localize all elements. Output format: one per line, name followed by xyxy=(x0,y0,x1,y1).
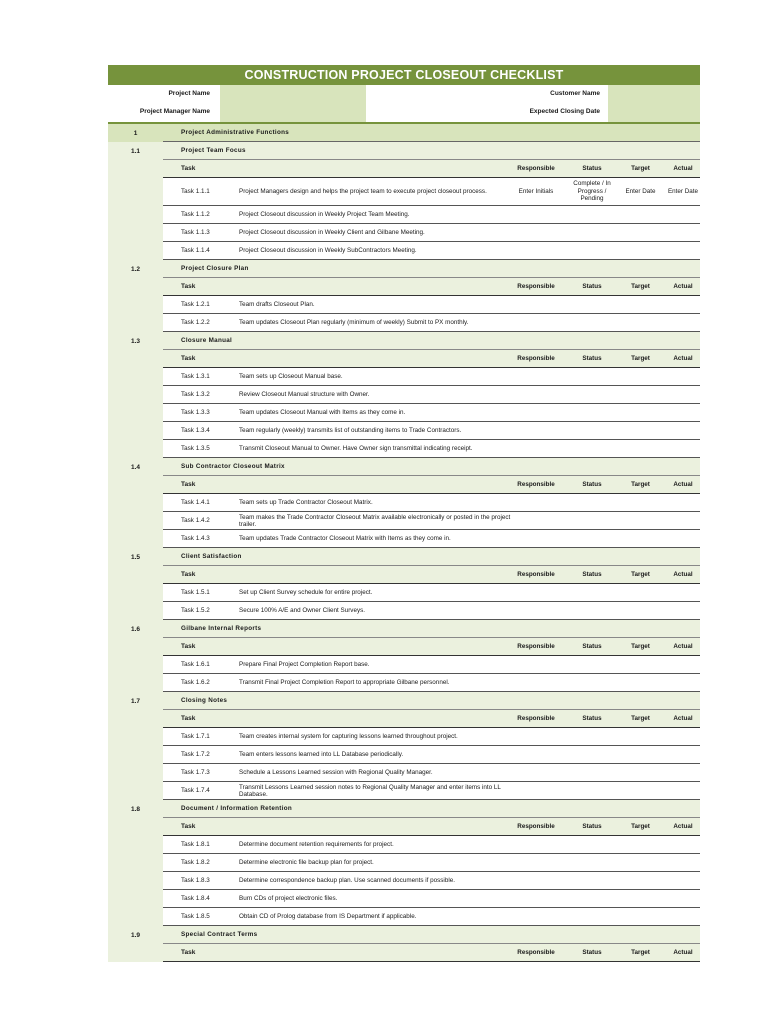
task-column-header: Task xyxy=(181,283,196,290)
task-row xyxy=(108,890,700,908)
task-row-spacer xyxy=(108,368,163,386)
task-header-body xyxy=(163,944,700,962)
responsible-column-header: Responsible xyxy=(517,823,555,830)
task-row xyxy=(108,494,700,512)
subsection-title: Special Contract Terms xyxy=(181,931,258,938)
project-name-label: Project Name xyxy=(168,90,210,97)
subsection-title: Closure Manual xyxy=(181,337,233,344)
task-description: Project Closeout discussion in Weekly SubContractors Meeting. xyxy=(239,247,417,254)
status-column-header: Status xyxy=(582,715,602,722)
task-header-row xyxy=(108,566,700,584)
task-header-body xyxy=(163,160,700,178)
subsection-body xyxy=(163,800,700,818)
task-id: Task 1.7.4 xyxy=(181,787,210,794)
checklist-rows xyxy=(108,124,700,962)
task-id: Task 1.1.4 xyxy=(181,247,210,254)
subsection-number: 1.8 xyxy=(108,800,163,818)
task-header-spacer xyxy=(108,638,163,656)
subsection-title: Closing Notes xyxy=(181,697,228,704)
task-description: Review Closeout Manual structure with Owner. xyxy=(239,391,370,398)
task-row-body xyxy=(163,656,700,674)
subsection-title: Gilbane Internal Reports xyxy=(181,625,262,632)
task-row-spacer xyxy=(108,440,163,458)
task-id: Task 1.3.5 xyxy=(181,445,210,452)
task-row-body xyxy=(163,242,700,260)
subsection-row xyxy=(108,620,700,638)
task-id: Task 1.4.2 xyxy=(181,517,210,524)
task-description: Transmit Lessons Learned session notes to Regional Quality Manager and enter items into LL Database. xyxy=(239,783,501,798)
subsection-title: Project Closure Plan xyxy=(181,265,249,272)
task-row xyxy=(108,224,700,242)
task-row-body xyxy=(163,512,700,530)
task-row xyxy=(108,242,700,260)
task-row-body xyxy=(163,782,700,800)
task-description: Team enters lessons learned into LL Database periodically. xyxy=(239,751,404,758)
task-description: Obtain CD of Prolog database from IS Department if applicable. xyxy=(239,913,417,920)
responsible-column-header: Responsible xyxy=(517,165,555,172)
task-header-row xyxy=(108,638,700,656)
section-row xyxy=(108,124,700,142)
task-header-spacer xyxy=(108,278,163,296)
task-row-spacer xyxy=(108,314,163,332)
task-description: Team updates Trade Contractor Closeout Matrix with Items as they come in. xyxy=(239,535,451,542)
task-row xyxy=(108,206,700,224)
target-column-header: Target xyxy=(631,715,650,722)
checklist-sheet xyxy=(108,65,700,962)
task-row-body xyxy=(163,908,700,926)
subsection-title: Client Satisfaction xyxy=(181,553,242,560)
actual-cell[interactable]: Enter Date xyxy=(667,187,699,195)
status-column-header: Status xyxy=(582,949,602,956)
status-column-header: Status xyxy=(582,643,602,650)
task-id: Task 1.1.1 xyxy=(181,188,210,195)
task-row-body xyxy=(163,440,700,458)
task-row xyxy=(108,908,700,926)
task-description: Team drafts Closeout Plan. xyxy=(239,301,315,308)
task-row-body xyxy=(163,224,700,242)
task-row xyxy=(108,422,700,440)
task-id: Task 1.5.1 xyxy=(181,589,210,596)
task-row-spacer xyxy=(108,854,163,872)
task-row-body xyxy=(163,764,700,782)
expected-closing-label: Expected Closing Date xyxy=(529,108,600,115)
subsection-row xyxy=(108,692,700,710)
task-row-spacer xyxy=(108,422,163,440)
subsection-title: Sub Contractor Closeout Matrix xyxy=(181,463,285,470)
task-row-spacer xyxy=(108,602,163,620)
task-row xyxy=(108,854,700,872)
task-row-spacer xyxy=(108,206,163,224)
task-row-spacer xyxy=(108,764,163,782)
task-row xyxy=(108,440,700,458)
task-row xyxy=(108,782,700,800)
task-row-spacer xyxy=(108,404,163,422)
task-id: Task 1.8.3 xyxy=(181,877,210,884)
task-id: Task 1.2.2 xyxy=(181,319,210,326)
task-header-row xyxy=(108,278,700,296)
task-row-body xyxy=(163,746,700,764)
task-row-spacer xyxy=(108,674,163,692)
subsection-body xyxy=(163,142,700,160)
task-id: Task 1.4.1 xyxy=(181,499,210,506)
project-info-header xyxy=(108,85,700,124)
subsection-row xyxy=(108,332,700,350)
actual-column-header: Actual xyxy=(673,165,693,172)
target-column-header: Target xyxy=(631,355,650,362)
section-body xyxy=(163,124,700,142)
task-header-spacer xyxy=(108,160,163,178)
task-id: Task 1.3.1 xyxy=(181,373,210,380)
task-description: Project Managers design and helps the project team to execute project closeout process. xyxy=(239,188,487,195)
task-id: Task 1.1.3 xyxy=(181,229,210,236)
task-column-header: Task xyxy=(181,355,196,362)
subsection-row xyxy=(108,142,700,160)
task-row-body xyxy=(163,494,700,512)
task-header-row xyxy=(108,818,700,836)
task-description: Transmit Closeout Manual to Owner. Have Owner sign transmittal indicating receipt. xyxy=(239,445,473,452)
task-row xyxy=(108,764,700,782)
task-row-spacer xyxy=(108,296,163,314)
task-header-body xyxy=(163,710,700,728)
task-row-body xyxy=(163,422,700,440)
task-description: Schedule a Lessons Learned session with Regional Quality Manager. xyxy=(239,769,433,776)
task-description: Set up Client Survey schedule for entire project. xyxy=(239,589,373,596)
task-row-spacer xyxy=(108,890,163,908)
task-column-header: Task xyxy=(181,571,196,578)
task-description: Team sets up Closeout Manual base. xyxy=(239,373,343,380)
actual-column-header: Actual xyxy=(673,643,693,650)
subsection-number: 1.1 xyxy=(108,142,163,160)
task-row-body xyxy=(163,368,700,386)
task-header-body xyxy=(163,476,700,494)
responsible-column-header: Responsible xyxy=(517,283,555,290)
subsection-row xyxy=(108,926,700,944)
section-number: 1 xyxy=(108,124,163,142)
subsection-body xyxy=(163,458,700,476)
task-row-spacer xyxy=(108,782,163,800)
task-description: Determine electronic file backup plan for project. xyxy=(239,859,374,866)
task-row-body xyxy=(163,890,700,908)
task-row-spacer xyxy=(108,178,163,206)
subsection-number: 1.7 xyxy=(108,692,163,710)
task-row-spacer xyxy=(108,746,163,764)
task-row-spacer xyxy=(108,728,163,746)
subsection-row xyxy=(108,458,700,476)
task-description: Team updates Closeout Manual with Items as they come in. xyxy=(239,409,406,416)
target-cell[interactable]: Enter Date xyxy=(625,187,656,195)
task-row-body xyxy=(163,854,700,872)
responsible-column-header: Responsible xyxy=(517,481,555,488)
task-description: Determine correspondence backup plan. Use scanned documents if possible. xyxy=(239,877,455,884)
task-header-body xyxy=(163,278,700,296)
task-row xyxy=(108,584,700,602)
subsection-number: 1.9 xyxy=(108,926,163,944)
actual-column-header: Actual xyxy=(673,823,693,830)
task-id: Task 1.3.3 xyxy=(181,409,210,416)
task-column-header: Task xyxy=(181,949,196,956)
task-description: Determine document retention requirements for project. xyxy=(239,841,394,848)
task-id: Task 1.7.2 xyxy=(181,751,210,758)
task-row-body xyxy=(163,530,700,548)
task-id: Task 1.8.5 xyxy=(181,913,210,920)
task-header-row xyxy=(108,350,700,368)
actual-column-header: Actual xyxy=(673,481,693,488)
target-column-header: Target xyxy=(631,823,650,830)
subsection-row xyxy=(108,260,700,278)
project-manager-label: Project Manager Name xyxy=(139,108,210,115)
responsible-cell[interactable]: Enter Initials xyxy=(518,187,554,195)
task-row xyxy=(108,728,700,746)
task-row xyxy=(108,656,700,674)
task-description: Team makes the Trade Contractor Closeout Matrix available electronically or posted in the project trailer. xyxy=(239,513,511,528)
task-row-spacer xyxy=(108,836,163,854)
task-description: Team sets up Trade Contractor Closeout Matrix. xyxy=(239,499,373,506)
status-column-header: Status xyxy=(582,571,602,578)
subsection-number: 1.5 xyxy=(108,548,163,566)
task-header-body xyxy=(163,350,700,368)
task-row-spacer xyxy=(108,242,163,260)
subsection-row xyxy=(108,800,700,818)
task-row-body xyxy=(163,674,700,692)
customer-name-label: Customer Name xyxy=(550,90,600,97)
subsection-body xyxy=(163,620,700,638)
status-column-header: Status xyxy=(582,481,602,488)
task-row xyxy=(108,836,700,854)
task-row-body xyxy=(163,314,700,332)
task-header-row xyxy=(108,476,700,494)
task-row-body xyxy=(163,404,700,422)
task-row xyxy=(108,386,700,404)
task-description: Transmit Final Project Completion Report to appropriate Gilbane personnel. xyxy=(239,679,450,686)
customer-name-field[interactable] xyxy=(608,85,700,122)
task-row-body xyxy=(163,386,700,404)
responsible-column-header: Responsible xyxy=(517,949,555,956)
task-header-spacer xyxy=(108,944,163,962)
task-header-spacer xyxy=(108,710,163,728)
actual-column-header: Actual xyxy=(673,949,693,956)
status-column-header: Status xyxy=(582,355,602,362)
task-header-spacer xyxy=(108,818,163,836)
subsection-body xyxy=(163,260,700,278)
task-header-row xyxy=(108,160,700,178)
section-title: Project Administrative Functions xyxy=(181,129,290,136)
status-cell[interactable]: Complete / In Progress / Pending xyxy=(573,180,611,203)
target-column-header: Target xyxy=(631,165,650,172)
responsible-column-header: Responsible xyxy=(517,715,555,722)
task-description: Team regularly (weekly) transmits list of outstanding items to Trade Contractors. xyxy=(239,427,462,434)
task-row-body xyxy=(163,206,700,224)
checklist-title: CONSTRUCTION PROJECT CLOSEOUT CHECKLIST xyxy=(108,65,700,85)
subsection-body xyxy=(163,926,700,944)
task-description: Project Closeout discussion in Weekly Client and Gilbane Meeting. xyxy=(239,229,425,236)
actual-column-header: Actual xyxy=(673,355,693,362)
task-id: Task 1.5.2 xyxy=(181,607,210,614)
task-row xyxy=(108,602,700,620)
subsection-number: 1.3 xyxy=(108,332,163,350)
task-header-body xyxy=(163,566,700,584)
task-row-body xyxy=(163,178,700,206)
actual-column-header: Actual xyxy=(673,283,693,290)
task-id: Task 1.8.1 xyxy=(181,841,210,848)
task-header-row xyxy=(108,944,700,962)
subsection-number: 1.4 xyxy=(108,458,163,476)
task-id: Task 1.3.4 xyxy=(181,427,210,434)
target-column-header: Target xyxy=(631,949,650,956)
target-column-header: Target xyxy=(631,571,650,578)
task-row xyxy=(108,512,700,530)
task-id: Task 1.6.2 xyxy=(181,679,210,686)
target-column-header: Target xyxy=(631,643,650,650)
task-row-body xyxy=(163,872,700,890)
target-column-header: Target xyxy=(631,481,650,488)
task-id: Task 1.2.1 xyxy=(181,301,210,308)
task-row xyxy=(108,314,700,332)
task-id: Task 1.7.1 xyxy=(181,733,210,740)
task-row-spacer xyxy=(108,908,163,926)
status-column-header: Status xyxy=(582,283,602,290)
task-id: Task 1.4.3 xyxy=(181,535,210,542)
subsection-body xyxy=(163,692,700,710)
task-description: Burn CDs of project electronic files. xyxy=(239,895,338,902)
task-row xyxy=(108,674,700,692)
task-row-body xyxy=(163,296,700,314)
subsection-number: 1.6 xyxy=(108,620,163,638)
task-header-body xyxy=(163,818,700,836)
task-row-body xyxy=(163,728,700,746)
task-description: Team creates internal system for capturing lessons learned throughout project. xyxy=(239,733,458,740)
subsection-title: Project Team Focus xyxy=(181,147,246,154)
task-row-body xyxy=(163,836,700,854)
subsection-title: Document / Information Retention xyxy=(181,805,293,812)
task-row-spacer xyxy=(108,512,163,530)
task-description: Project Closeout discussion in Weekly Project Team Meeting. xyxy=(239,211,410,218)
responsible-column-header: Responsible xyxy=(517,571,555,578)
subsection-body xyxy=(163,332,700,350)
task-column-header: Task xyxy=(181,165,196,172)
subsection-number: 1.2 xyxy=(108,260,163,278)
task-row xyxy=(108,872,700,890)
task-row xyxy=(108,746,700,764)
task-id: Task 1.3.2 xyxy=(181,391,210,398)
task-header-body xyxy=(163,638,700,656)
project-name-field[interactable] xyxy=(220,85,366,122)
actual-column-header: Actual xyxy=(673,571,693,578)
task-row-spacer xyxy=(108,656,163,674)
task-row-body xyxy=(163,602,700,620)
task-description: Prepare Final Project Completion Report base. xyxy=(239,661,370,668)
task-row-spacer xyxy=(108,494,163,512)
task-row-body xyxy=(163,584,700,602)
task-row-spacer xyxy=(108,224,163,242)
task-id: Task 1.6.1 xyxy=(181,661,210,668)
task-id: Task 1.8.2 xyxy=(181,859,210,866)
actual-column-header: Actual xyxy=(673,715,693,722)
task-id: Task 1.1.2 xyxy=(181,211,210,218)
task-description: Secure 100% A/E and Owner Client Surveys. xyxy=(239,607,366,614)
task-id: Task 1.8.4 xyxy=(181,895,210,902)
task-row-spacer xyxy=(108,386,163,404)
task-column-header: Task xyxy=(181,481,196,488)
task-row xyxy=(108,296,700,314)
task-id: Task 1.7.3 xyxy=(181,769,210,776)
task-header-spacer xyxy=(108,350,163,368)
target-column-header: Target xyxy=(631,283,650,290)
status-column-header: Status xyxy=(582,165,602,172)
status-column-header: Status xyxy=(582,823,602,830)
task-header-row xyxy=(108,710,700,728)
subsection-body xyxy=(163,548,700,566)
task-header-spacer xyxy=(108,566,163,584)
task-row-spacer xyxy=(108,584,163,602)
task-row xyxy=(108,404,700,422)
responsible-column-header: Responsible xyxy=(517,643,555,650)
task-column-header: Task xyxy=(181,643,196,650)
responsible-column-header: Responsible xyxy=(517,355,555,362)
task-row xyxy=(108,368,700,386)
task-row-spacer xyxy=(108,872,163,890)
task-row-spacer xyxy=(108,530,163,548)
task-column-header: Task xyxy=(181,715,196,722)
task-description: Team updates Closeout Plan regularly (minimum of weekly) Submit to PX monthly. xyxy=(239,319,469,326)
task-header-spacer xyxy=(108,476,163,494)
task-row xyxy=(108,530,700,548)
subsection-row xyxy=(108,548,700,566)
task-row xyxy=(108,178,700,206)
task-column-header: Task xyxy=(181,823,196,830)
